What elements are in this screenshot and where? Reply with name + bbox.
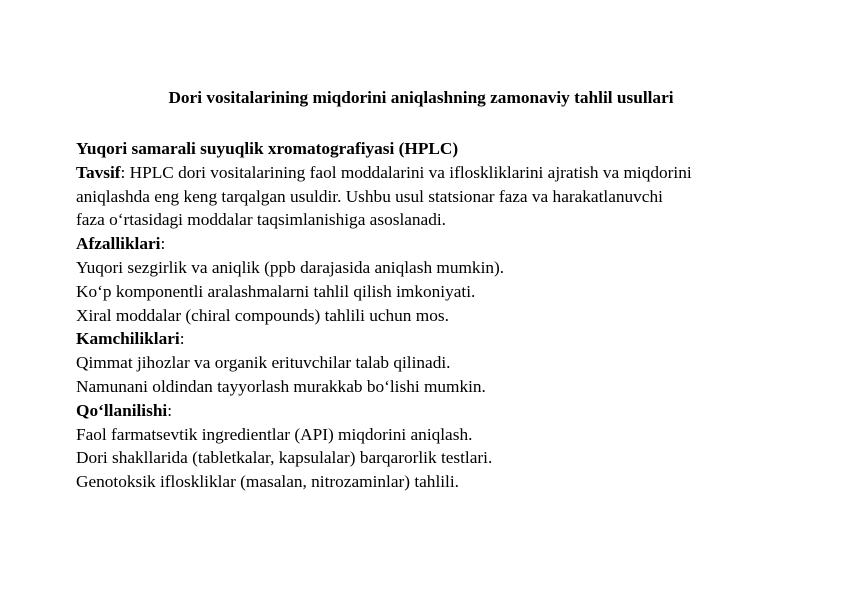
- disadvantages-heading: [76, 327, 796, 351]
- description-line-3: faza o‘rtasidagi moddalar taqsimlanishiga asoslanadi.: [76, 210, 446, 230]
- application-item: Genotoksik ifloskliklar (masalan, nitrozaminlar) tahlili.: [76, 472, 459, 492]
- application-item: Dori shakllarida (tabletkalar, kapsulalar) barqarorlik testlari.: [76, 448, 493, 468]
- advantages-label: Afzalliklari: [76, 234, 161, 254]
- advantage-item: Xiral moddalar (chiral compounds) tahlili uchun mos.: [76, 305, 449, 325]
- disadvantages-label: Kamchiliklari: [76, 329, 180, 349]
- application-item: Faol farmatsevtik ingredientlar (API) miqdorini aniqlash.: [76, 424, 473, 444]
- description-text-1: : HPLC dori vositalarining faol moddalarini va ifloskliklarini ajratish va miqdorini: [120, 162, 692, 182]
- disadvantages-colon: :: [179, 329, 185, 349]
- disadvantage-item: Namunani oldindan tayyorlash murakkab bo‘lishi mumkin.: [76, 376, 486, 396]
- description-label: Tavsif: [76, 162, 121, 182]
- document-body: [76, 137, 796, 494]
- advantages-heading: [76, 232, 796, 256]
- section-heading: Yuqori samarali suyuqlik xromatografiyasi (HPLC): [76, 139, 459, 158]
- applications-colon: :: [167, 400, 173, 420]
- advantage-item: Yuqori sezgirlik va aniqlik (ppb darajasida aniqlash mumkin).: [76, 257, 505, 277]
- advantages-colon: :: [160, 234, 166, 254]
- document-title: Dori vositalarining miqdorini aniqlashning zamonaviy tahlil usullari: [168, 88, 674, 107]
- applications-heading: [76, 399, 796, 423]
- applications-label: Qo‘llanilishi: [76, 400, 168, 420]
- description-line-2: aniqlashda eng keng tarqalgan usuldir. Ushbu usul statsionar faza va harakatlanuvchi: [76, 186, 663, 206]
- description-line-1: [76, 161, 796, 185]
- advantage-item: Ko‘p komponentli aralashmalarni tahlil qilish imkoniyati.: [76, 281, 476, 301]
- disadvantage-item: Qimmat jihozlar va organik erituvchilar talab qilinadi.: [76, 353, 451, 373]
